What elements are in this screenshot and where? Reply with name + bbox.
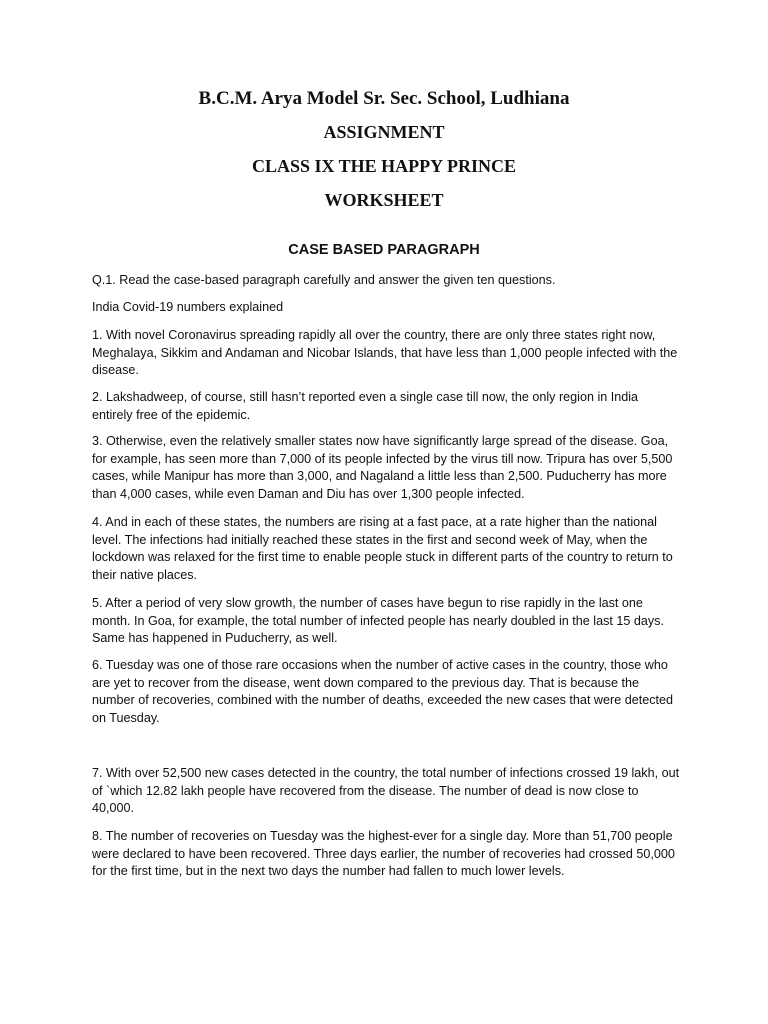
intro-text [92,299,682,317]
paragraph-2 [92,389,682,424]
paragraph-text: 3. Otherwise, even the relatively smaller states now have significantly large spread of the disease. Goa, for example, has seen more than 7,000 of its people infected by the virus till now. Tripura has over 5,500 cases, while Manipur has more than 3,000, and Nagaland a little less than 2,500. Puducherry has more than 4,000 cases, while even Daman and Diu has over 1,300 people infected. [92,434,673,501]
paragraph-6 [92,657,682,727]
section-heading: CASE BASED PARAGRAPH [288,242,480,258]
paragraph-5 [92,595,682,648]
paragraph-text: 1. With novel Coronavirus spreading rapidly all over the country, there are only three states right now, Meghalaya, Sikkim and Andaman and Nicobar Islands, that have less than 1,000 people infected with the disease. [92,328,678,378]
paragraph-text: 8. The number of recoveries on Tuesday was the highest-ever for a single day. More than 51,700 people were declared to have been recovered. Three days earlier, the number of recoveries had crossed 50,000 for the first time, but in the next two days the number had fallen to much lower levels. [92,829,675,879]
paragraph-7 [92,765,682,818]
intro-line: India Covid-19 numbers explained [92,300,284,314]
paragraph-text: 7. With over 52,500 new cases detected in the country, the total number of infections crossed 19 lakh, out of `which 12.82 lakh people have recovered from the disease. The number of dead is now close to 40,000. [92,766,680,816]
question-line: Q.1. Read the case-based paragraph carefully and answer the given ten questions. [92,273,556,287]
paragraph-text: 6. Tuesday was one of those rare occasions when the number of active cases in the country, those who are yet to recover from the disease, went down compared to the previous day. That is because the number of recoveries, combined with the number of deaths, exceeded the new cases that were detected on Tuesday. [92,658,674,725]
paragraph-4 [92,514,682,584]
paragraph-text: 4. And in each of these states, the numbers are rising at a fast pace, at a rate higher than the national level. The infections had initially reached these states in the first and second week of May, when the lockdown was relaxed for the first time to enable people stuck in different parts of the country to return to their native places. [92,515,673,582]
paragraph-text: 2. Lakshadweep, of course, still hasn’t reported even a single case till now, the only region in India entirely free of the epidemic. [92,390,639,422]
question-text [92,272,682,290]
school-name: B.C.M. Arya Model Sr. Sec. School, Ludhiana [198,88,570,109]
paragraph-3 [92,433,682,503]
paragraph-1 [92,327,682,380]
class-title: CLASS IX THE HAPPY PRINCE [251,156,517,176]
paragraph-8 [92,828,682,881]
assignment-title: ASSIGNMENT [323,122,445,142]
worksheet-title: WORKSHEET [324,190,444,210]
paragraph-text: 5. After a period of very slow growth, the number of cases have begun to rise rapidly in the last one month. In Goa, for example, the total number of infected people has nearly doubled in the last 15 days. Same has happened in Puducherry, as well. [92,596,664,646]
